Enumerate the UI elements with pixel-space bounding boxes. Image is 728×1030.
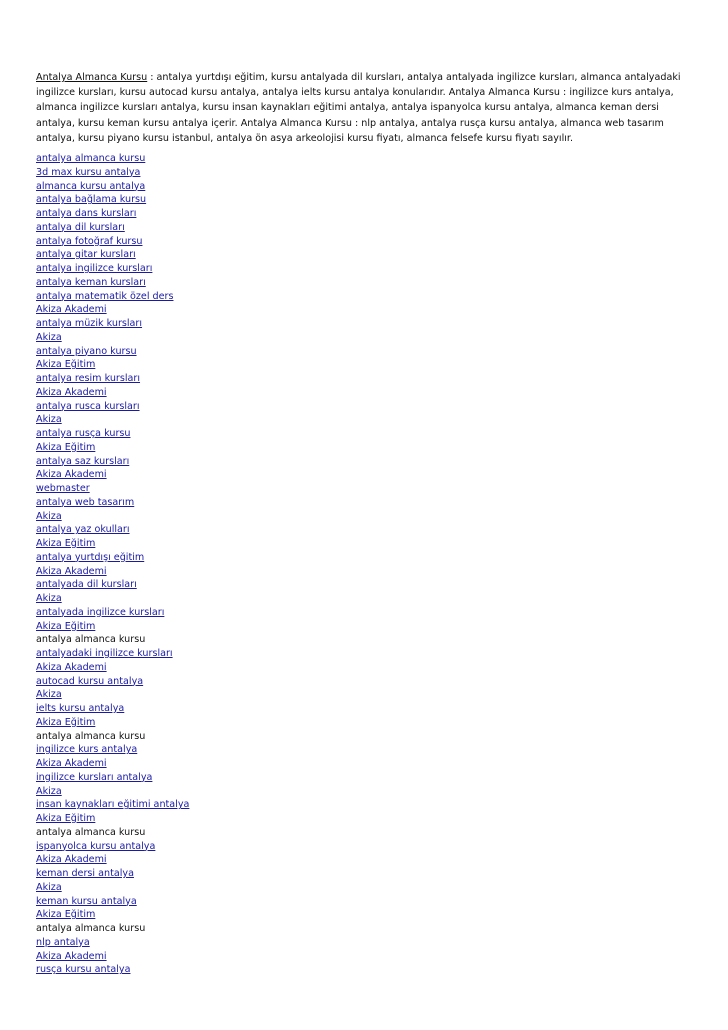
list-item bbox=[36, 620, 189, 634]
list-item bbox=[36, 510, 189, 524]
list-link[interactable]: ingilizce kursları antalya bbox=[36, 771, 153, 783]
list-link[interactable]: keman kursu antalya bbox=[36, 895, 137, 907]
list-item bbox=[36, 482, 189, 496]
list-item bbox=[36, 867, 189, 881]
list-item bbox=[36, 963, 189, 977]
list-link[interactable]: Akiza bbox=[36, 689, 62, 701]
list-link[interactable]: antalya dans kursları bbox=[36, 208, 137, 219]
list-item bbox=[36, 276, 189, 290]
list-item bbox=[36, 730, 189, 744]
list-item bbox=[36, 317, 189, 331]
intro-body-text: : antalya yurtdışı eğitim, kursu antalyada dil kursları, antalya antalyada ingilizce kursları, almanca antalyadaki ingilizce kursları, kursu autocad kursu antalya, antalya ielts kursu antalya konularıdır. Antalya Almanca Kursu : ingilizce kurs antalya, almanca ingilizce kursları antalya, kursu insan kaynakları eğitimi antalya, antalya ispanyolca kursu antalya, almanca keman dersi antalya, kursu keman kursu antalya içerir. Antalya Almanca Kursu : nlp antalya, antalya rusça kursu antalya, almanca web tasarım antalya, kursu piyano kursu istanbul, antalya ön asya arkeolojisi kursu fiyatı, almanca felsefe kursu fiyatı sayılır. bbox=[36, 72, 681, 144]
list-item bbox=[36, 661, 189, 675]
list-item bbox=[36, 688, 189, 702]
list-item bbox=[36, 826, 189, 840]
list-link[interactable]: almanca kursu antalya bbox=[36, 180, 146, 192]
list-link[interactable]: Akiza Akademi bbox=[36, 469, 107, 481]
list-item bbox=[36, 496, 189, 510]
list-item bbox=[36, 592, 189, 606]
list-item bbox=[36, 386, 189, 400]
list-item bbox=[36, 262, 189, 276]
list-item bbox=[36, 771, 189, 785]
list-link[interactable]: Akiza Eğitim bbox=[36, 813, 96, 824]
list-link[interactable]: ielts kursu antalya bbox=[36, 703, 125, 714]
list-link[interactable]: Akiza Akademi bbox=[36, 565, 107, 577]
list-item bbox=[36, 853, 189, 867]
list-link[interactable]: antalya yaz okulları bbox=[36, 524, 130, 536]
list-item bbox=[36, 812, 189, 826]
list-item bbox=[36, 221, 189, 235]
list-item bbox=[36, 207, 189, 221]
list-item bbox=[36, 895, 189, 909]
list-link[interactable]: antalya keman kursları bbox=[36, 276, 146, 288]
list-link[interactable]: webmaster bbox=[36, 483, 90, 494]
list-item bbox=[36, 785, 189, 799]
list-item bbox=[36, 798, 189, 812]
list-link[interactable]: Akiza bbox=[36, 510, 62, 522]
list-text: antalya almanca kursu bbox=[36, 730, 146, 742]
list-item bbox=[36, 331, 189, 345]
list-item bbox=[36, 303, 189, 317]
list-item bbox=[36, 675, 189, 689]
list-link[interactable]: ispanyolca kursu antalya bbox=[36, 840, 156, 852]
list-link[interactable]: antalya dil kursları bbox=[36, 221, 125, 233]
list-link[interactable]: Akiza Eğitim bbox=[36, 909, 96, 921]
list-link[interactable]: antalya yurtdışı eğitim bbox=[36, 551, 145, 563]
list-link[interactable]: antalya web tasarım bbox=[36, 496, 135, 508]
list-link[interactable]: rusça kursu antalya bbox=[36, 964, 131, 976]
list-item bbox=[36, 248, 189, 262]
list-link[interactable]: Akiza Akademi bbox=[36, 386, 107, 398]
list-text: antalya almanca kursu bbox=[36, 826, 146, 838]
list-item bbox=[36, 523, 189, 537]
list-text: antalya almanca kursu bbox=[36, 923, 146, 934]
list-link[interactable]: Akiza Eğitim bbox=[36, 441, 96, 453]
list-item bbox=[36, 345, 189, 359]
list-link[interactable]: antalyadaki ingilizce kursları bbox=[36, 648, 173, 659]
list-link[interactable]: antalya saz kursları bbox=[36, 455, 130, 467]
list-link[interactable]: 3d max kursu antalya bbox=[36, 166, 141, 178]
list-link[interactable]: antalya rusça kursu bbox=[36, 428, 131, 439]
list-item bbox=[36, 743, 189, 757]
list-item bbox=[36, 840, 189, 854]
list-item bbox=[36, 908, 189, 922]
list-item bbox=[36, 180, 189, 194]
list-link[interactable]: antalya rusca kursları bbox=[36, 400, 140, 412]
list-link[interactable]: antalya müzik kursları bbox=[36, 318, 143, 329]
list-link[interactable]: antalyada dil kursları bbox=[36, 579, 137, 591]
list-item bbox=[36, 400, 189, 414]
intro-title-link[interactable]: Antalya Almanca Kursu bbox=[36, 72, 148, 83]
list-item bbox=[36, 716, 189, 730]
list-item bbox=[36, 455, 189, 469]
list-item bbox=[36, 551, 189, 565]
list-link[interactable]: antalya bağlama kursu bbox=[36, 194, 147, 206]
list-item bbox=[36, 606, 189, 620]
list-item bbox=[36, 537, 189, 551]
list-link[interactable]: antalya ingilizce kursları bbox=[36, 263, 153, 274]
list-link[interactable]: Akiza bbox=[36, 785, 62, 797]
list-link[interactable]: Akiza Akademi bbox=[36, 661, 107, 673]
list-link[interactable]: Akiza Eğitim bbox=[36, 620, 96, 632]
list-link[interactable]: Akiza Akademi bbox=[36, 758, 107, 769]
list-item bbox=[36, 647, 189, 661]
list-link[interactable]: Akiza Eğitim bbox=[36, 716, 96, 728]
list-item bbox=[36, 565, 189, 579]
list-link[interactable]: keman dersi antalya bbox=[36, 868, 134, 879]
list-link[interactable]: antalya fotoğraf kursu bbox=[36, 235, 143, 247]
list-item bbox=[36, 152, 189, 166]
list-item bbox=[36, 441, 189, 455]
list-link[interactable]: Akiza Akademi bbox=[36, 950, 107, 962]
list-text: antalya almanca kursu bbox=[36, 634, 146, 646]
list-item bbox=[36, 468, 189, 482]
list-link[interactable]: antalya almanca kursu bbox=[36, 153, 146, 164]
list-link[interactable]: autocad kursu antalya bbox=[36, 675, 144, 687]
list-link[interactable]: Akiza bbox=[36, 593, 62, 604]
list-item bbox=[36, 193, 189, 207]
list-link[interactable]: insan kaynakları eğitimi antalya bbox=[36, 799, 190, 811]
list-link[interactable]: antalya gitar kursları bbox=[36, 249, 136, 261]
list-item bbox=[36, 427, 189, 441]
list-item bbox=[36, 633, 189, 647]
list-link[interactable]: Akiza bbox=[36, 414, 62, 426]
list-item bbox=[36, 290, 189, 304]
intro-paragraph bbox=[36, 70, 696, 146]
list-item bbox=[36, 881, 189, 895]
list-item bbox=[36, 166, 189, 180]
list-link[interactable]: antalya matematik özel ders bbox=[36, 290, 174, 302]
list-link[interactable]: Akiza Eğitim bbox=[36, 359, 96, 371]
list-item bbox=[36, 936, 189, 950]
list-link[interactable]: antalyada ingilizce kursları bbox=[36, 606, 165, 618]
list-link[interactable]: Akiza bbox=[36, 881, 62, 893]
list-item bbox=[36, 950, 189, 964]
list-link[interactable]: Akiza bbox=[36, 331, 62, 343]
list-link[interactable]: antalya piyano kursu bbox=[36, 345, 137, 357]
list-item bbox=[36, 578, 189, 592]
list-item bbox=[36, 235, 189, 249]
list-link[interactable]: Akiza Akademi bbox=[36, 854, 107, 866]
list-item bbox=[36, 922, 189, 936]
list-item bbox=[36, 413, 189, 427]
list-link[interactable]: nlp antalya bbox=[36, 936, 90, 948]
list-item bbox=[36, 372, 189, 386]
list-item bbox=[36, 757, 189, 771]
list-link[interactable]: Akiza Akademi bbox=[36, 304, 107, 316]
list-item bbox=[36, 702, 189, 716]
list-link[interactable]: ingilizce kurs antalya bbox=[36, 744, 138, 756]
list-link[interactable]: antalya resim kursları bbox=[36, 373, 141, 384]
link-list bbox=[36, 152, 189, 977]
list-item bbox=[36, 358, 189, 372]
list-link[interactable]: Akiza Eğitim bbox=[36, 538, 96, 549]
